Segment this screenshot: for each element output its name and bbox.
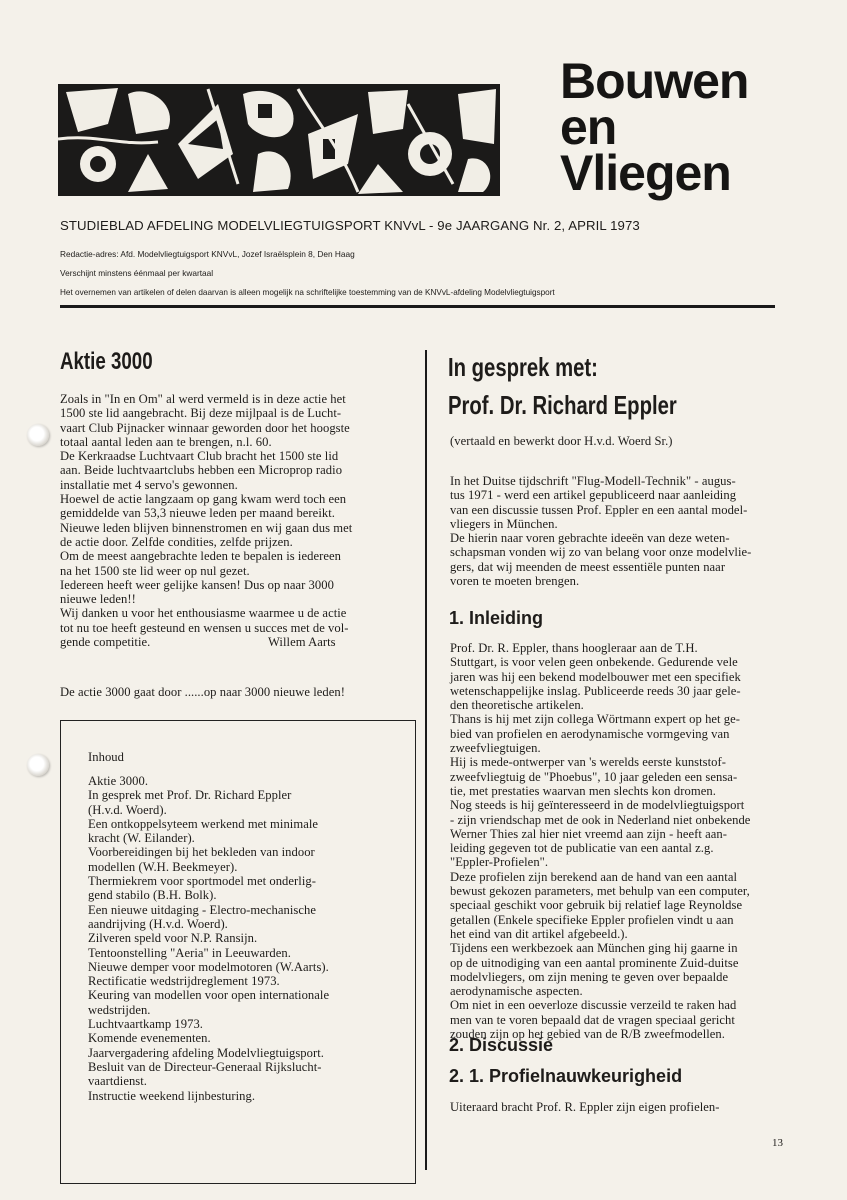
section-2-heading: 2. Discussie (449, 1035, 554, 1055)
masthead-title-line-1: Bouwen (560, 53, 749, 109)
page-number: 13 (772, 1137, 784, 1149)
masthead-title-line-2: en (560, 99, 617, 155)
column-divider (425, 350, 427, 1170)
aktie-signature: Willem Aarts (268, 635, 336, 649)
aktie-body: Zoals in "In en Om" al werd vermeld is in deze actie het 1500 ste lid aangebracht. Bij deze mijlpaal is de Lucht- vaart Club Pijnacker winnaar geworden door het hoogste totaal aantal leden aan te brengen, n.l. 60. De Kerkraadse Luchtvaart Club bracht het 1500 ste lid aan. Beide luchtvaartclubs hebben een Microprop radio installatie met 4 servo's gewonnen. Hoewel de actie langzaam op gang kwam werd toch een gemiddelde van 53,3 nieuwe leden per maand bereikt. Nieuwe leden blijven binnenstromen en wij gaan dus met de actie door. Zelfde condities, zelfde prijzen. Om de meest aangebrachte leden te bepalen is iedereen na het 1500 ste lid weer op nul gezet. Iedereen heeft weer gelijke kansen! Dus op naar 3000 nieuwe leden!! Wij danken u voor het enthousiasme waarmee u de actie tot nu toe heeft gesteund en wensen u succes met de vol- gende competitie. (60, 392, 353, 650)
interview-heading-line-1: In gesprek met: (448, 352, 598, 382)
editorial-address: Redactie-adres: Afd. Modelvliegtuigsport KNVvL, Jozef Israëlsplein 8, Den Haag (60, 249, 355, 259)
section-1-heading: 1. Inleiding (449, 608, 544, 628)
interview-byline: (vertaald en bewerkt door H.v.d. Woerd Sr.) (450, 434, 673, 448)
punch-hole-top (27, 424, 49, 446)
section-2-1-body: Uiteraard bracht Prof. R. Eppler zijn eigen profielen- (450, 1100, 720, 1114)
interview-intro: In het Duitse tijdschrift "Flug-Modell-Technik" - augus- tus 1971 - werd een artikel gepubliceerd naar aanleiding van een discussie tussen Prof. Eppler en een aantal model- vliegers in München. De hierin naar voren gebrachte ideeën van deze weten- schapsman vonden wij zo van belang voor onze modelvlie- gers, dat wij meenden de meest essentiële punten naar voren te moeten brengen. (450, 474, 752, 589)
aktie-closing: De actie 3000 gaat door ......op naar 3000 nieuwe leden! (60, 685, 346, 699)
header-divider (60, 305, 775, 308)
copyright-notice: Het overnemen van artikelen of delen daarvan is alleen mogelijk na schriftelijke toestemming van de KNVvL-afdeling Modelvliegtuigsport (60, 288, 555, 297)
aktie-heading: Aktie 3000 (60, 348, 153, 375)
masthead-title (560, 53, 749, 201)
punch-hole-bottom (27, 754, 49, 776)
masthead-subtitle: STUDIEBLAD AFDELING MODELVLIEGTUIGSPORT KNVvL - 9e JAARGANG Nr. 2, APRIL 1973 (60, 218, 640, 233)
section-2-1-heading: 2. 1. Profielnauwkeurigheid (449, 1066, 683, 1086)
inhoud-list: Aktie 3000. In gesprek met Prof. Dr. Richard Eppler (H.v.d. Woerd). Een ontkoppelsyteem werkend met minimale kracht (W. Eilander). Voorbereidingen bij het bekleden van indoor modellen (W.H. Beekmeyer). Thermiekrem voor sportmodel met onderlig- gend stabilo (B.H. Bolk). Een nieuwe uitdaging - Electro-mechanische aandrijving (H.v.d. Woerd). Zilveren speld voor N.P. Ransijn. Tentoonstelling "Aeria" in Leeuwarden. Nieuwe demper voor modelmotoren (W.Aarts). Rectificatie wedstrijdreglement 1973. Keuring van modellen voor open internationale wedstrijden. Luchtvaartkamp 1973. Komende evenementen. Jaarvergadering afdeling Modelvliegtuigsport. Besluit van de Directeur-Generaal Rijkslucht- vaartdienst. Instructie weekend lijnbesturing. (88, 774, 330, 1103)
section-1-body: Prof. Dr. R. Eppler, thans hoogleraar aan de T.H. Stuttgart, is voor velen geen onbekende. Gedurende vele jaren was hij een bekend modelbouwer met een specifiek wetenschappelijke inslag. Publiceerde reeds 30 jaar gele- den theoretische artikelen. Thans is hij met zijn collega Wörtmann expert op het ge- bied van profielen en aerodynamische vormgeving van zweefvliegtuigen. Hij is mede-ontwerper van 's werelds eerste kunststof- zweefvliegtuig de "Phoebus", 10 jaar geleden een sensa- tie, met prestaties waarvan men slechts kon dromen. Nog steeds is hij geïnteresseerd in de modelvliegtuigsport - zijn vriendschap met de ook in Nederland niet onbekende Werner Thies zal hier niet vreemd aan zijn - heeft aan- leiding gegeven tot de publicatie van een aantal z.g. "Eppler-Profielen". Deze profielen zijn berekend aan de hand van een aantal bewust gekozen parameters, met behulp van een computer, speciaal geschikt voor gebruik bij relatief lage Reynoldse getallen (Enkele specifieke Eppler profielen vindt u aan het eind van dit artikel afgebeeld.). Tijdens een werkbezoek aan München ging hij gaarne in op de uitnodiging van een aantal prominente Zuid-duitse modelvliegers, om zijn mening te geven over bepaalde aerodynamische aspecten. Om niet in een oeverloze discussie verzeild te raken had men van te voren bepaald dat de vragen speciaal gericht zouden zijn op het gebied van de R/B zweefmodellen. (450, 641, 751, 1042)
masthead-artwork (58, 84, 500, 196)
interview-heading-line-2: Prof. Dr. Richard Eppler (448, 390, 677, 420)
publication-frequency: Verschijnt minstens éénmaal per kwartaal (60, 268, 214, 278)
masthead-title-line-3: Vliegen (560, 145, 731, 201)
inhoud-heading: Inhoud (88, 750, 124, 764)
